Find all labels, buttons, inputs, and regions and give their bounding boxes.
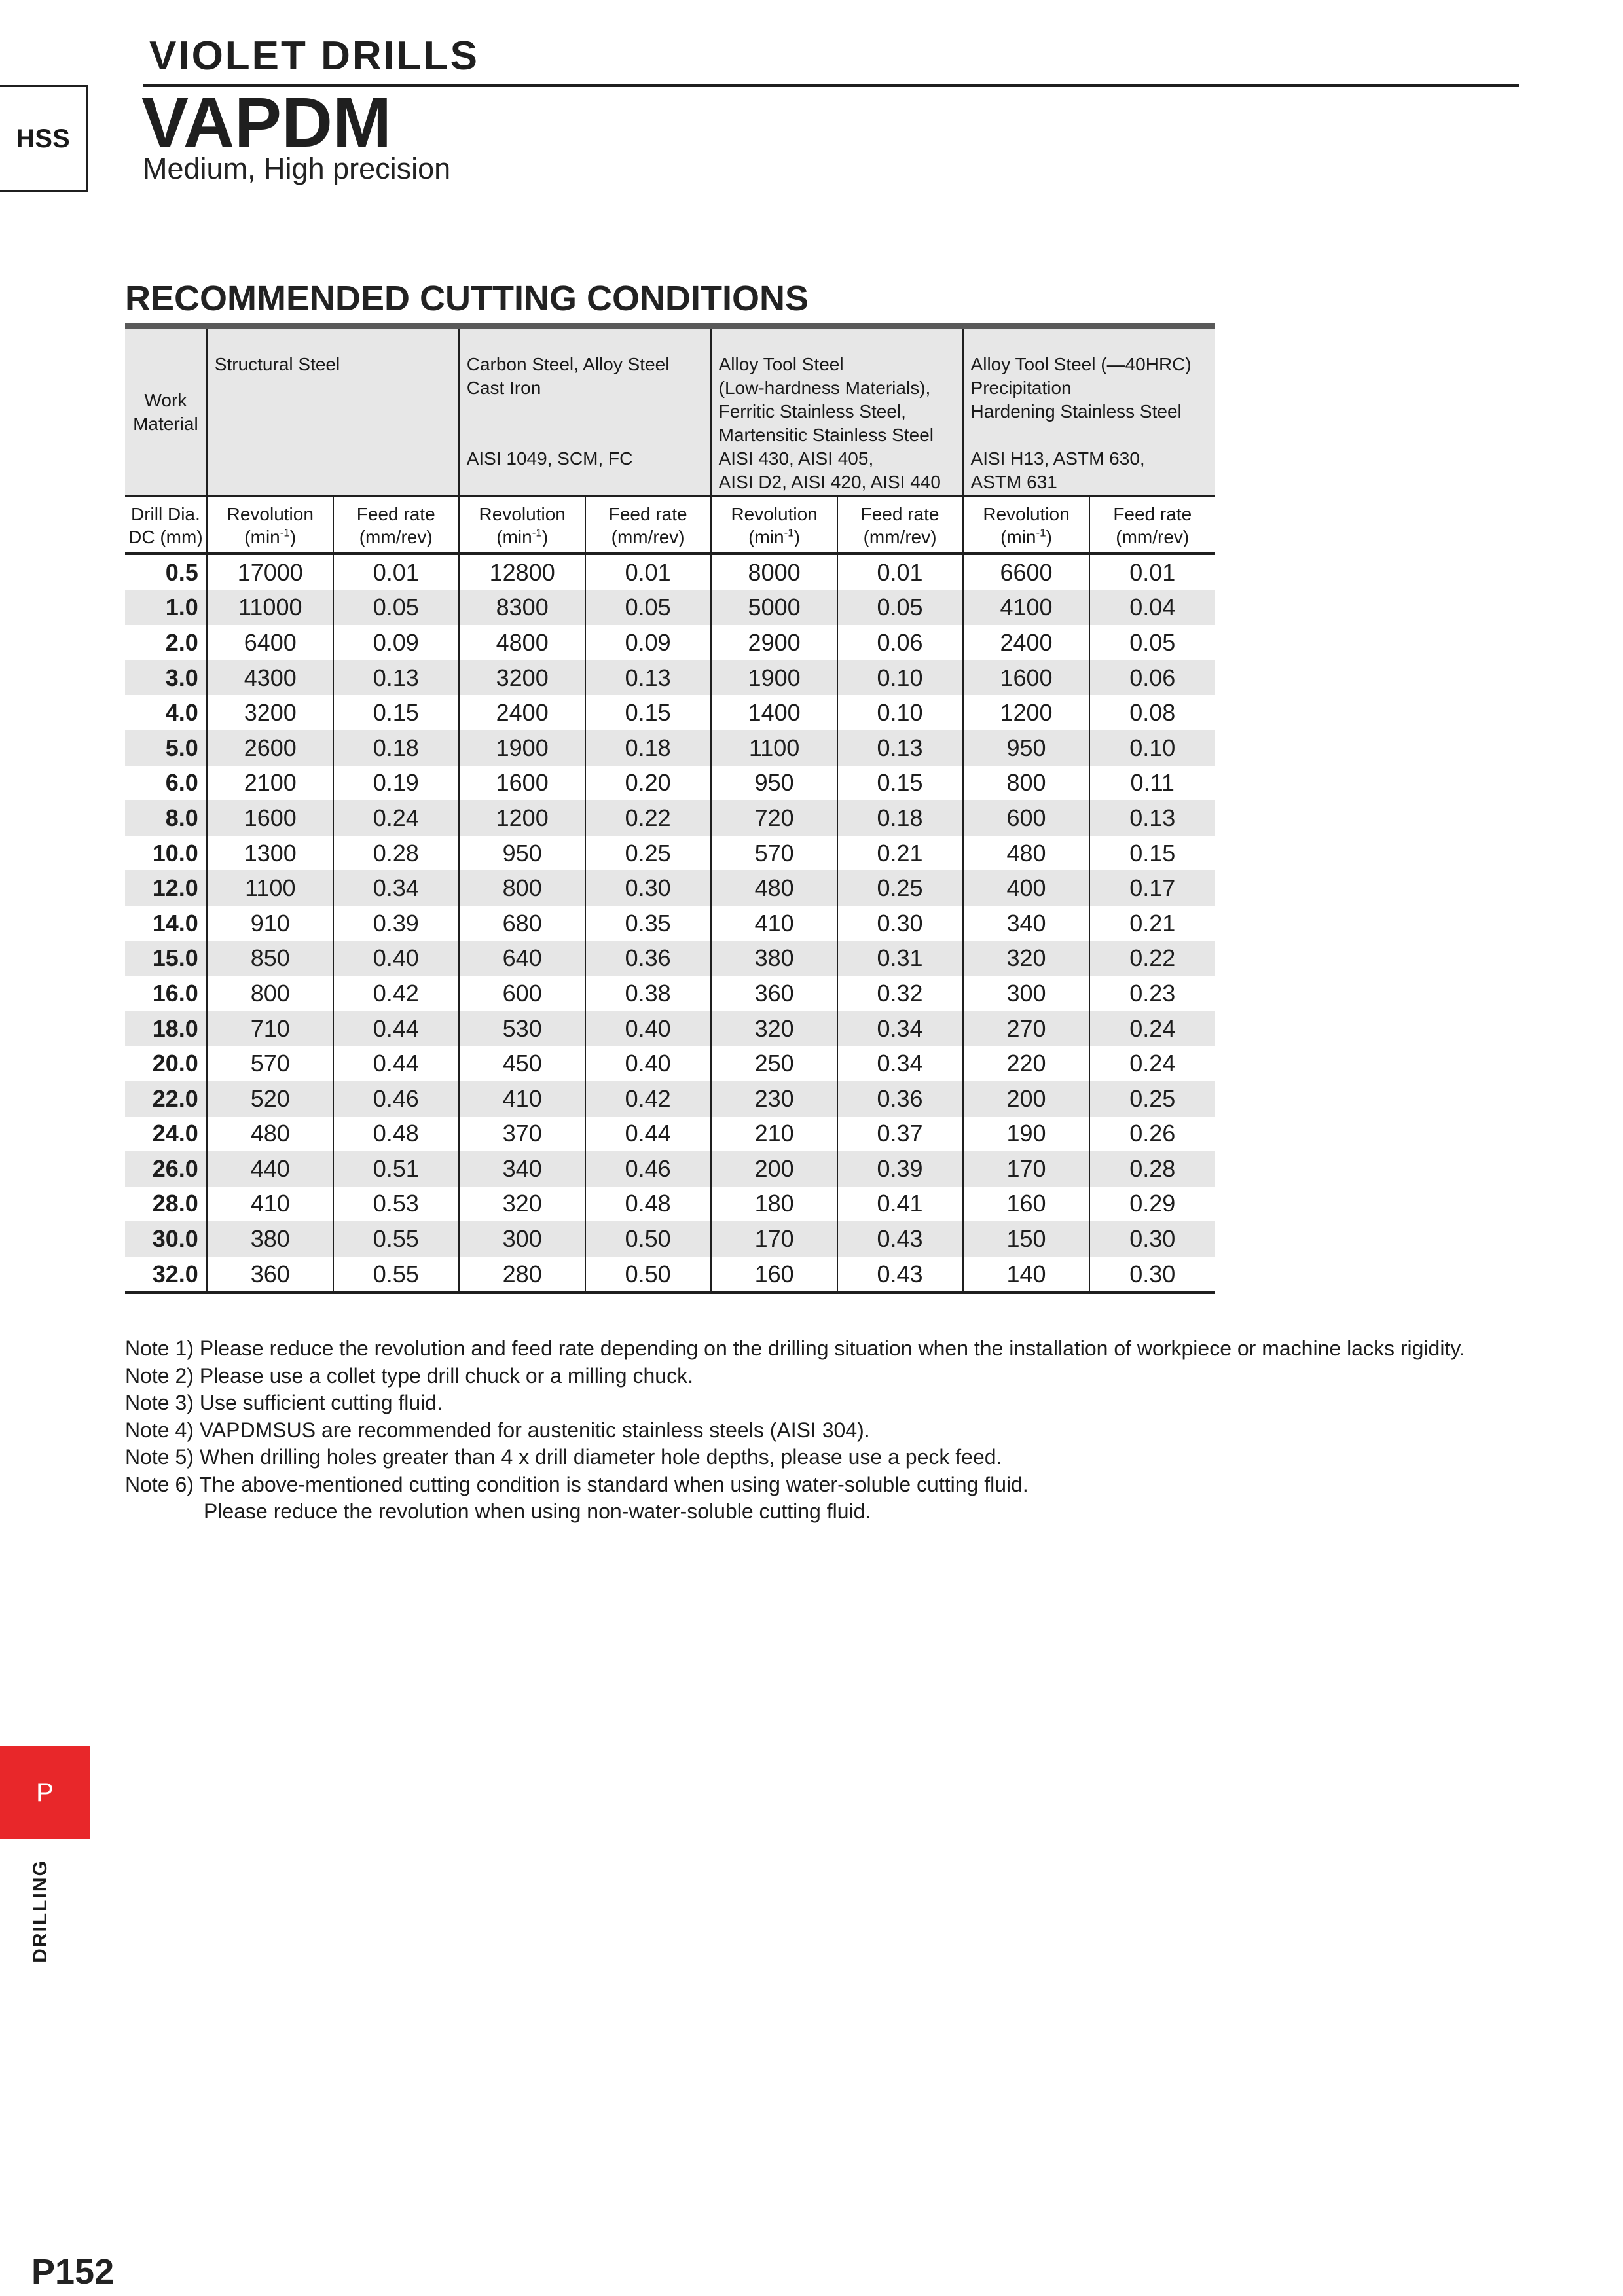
drill-dia-cell: 2.0: [165, 628, 198, 656]
work-material-label: Work Material: [125, 326, 207, 497]
table-row: [125, 941, 1215, 977]
revolution-cell: 380: [207, 1221, 333, 1257]
revolution-cell: 600: [963, 800, 1089, 836]
revolution-cell: 800: [459, 870, 585, 906]
unit-suffix: ): [289, 527, 297, 547]
table-row: [125, 906, 1215, 941]
drill-dia-cell: 0.5: [165, 558, 198, 586]
note-line: Note 3) Use sufficient cutting fluid.: [125, 1391, 443, 1414]
feed-rate-cell: 0.19: [333, 766, 459, 801]
feed-rate-cell: 0.01: [333, 554, 459, 590]
revolution-cell: 170: [711, 1221, 837, 1257]
feed-rate-cell: 0.21: [1089, 906, 1216, 941]
revolution-cell: 1200: [963, 695, 1089, 730]
feed-rate-cell: 0.25: [837, 870, 963, 906]
table-row: [125, 766, 1215, 801]
revolution-cell: 6400: [207, 625, 333, 660]
feed-rate-cell: 0.10: [1089, 730, 1216, 766]
table-row: [125, 1081, 1215, 1117]
revolution-label: Revolution: [479, 504, 566, 524]
table-row: [125, 976, 1215, 1011]
feed-rate-label: Feed rate: [860, 504, 939, 524]
feed-rate-cell: 0.24: [1089, 1046, 1216, 1081]
unit-exponent: -1: [532, 526, 542, 539]
revolution-cell: 180: [711, 1187, 837, 1222]
revolution-cell: 200: [963, 1081, 1089, 1117]
revolution-cell: 8300: [459, 590, 585, 626]
feed-rate-cell: 0.13: [1089, 800, 1216, 836]
revolution-header: [459, 497, 585, 554]
feed-rate-cell: 0.42: [585, 1081, 711, 1117]
drill-dia-header: Drill Dia. DC (mm): [125, 497, 207, 554]
feed-rate-unit: (mm/rev): [1116, 527, 1190, 547]
feed-rate-cell: 0.36: [585, 941, 711, 977]
drill-dia-cell: 6.0: [165, 769, 198, 797]
feed-rate-cell: 0.25: [1089, 1081, 1216, 1117]
revolution-cell: 600: [459, 976, 585, 1011]
feed-rate-cell: 0.30: [837, 906, 963, 941]
revolution-unit: [966, 526, 1087, 548]
revolution-cell: 380: [711, 941, 837, 977]
revolution-cell: 2600: [207, 730, 333, 766]
material-name-line: Martensitic Stainless Steel: [718, 425, 934, 445]
revolution-cell: 3200: [459, 660, 585, 696]
revolution-cell: 200: [711, 1151, 837, 1187]
revolution-cell: 950: [963, 730, 1089, 766]
revolution-cell: 11000: [207, 590, 333, 626]
feed-rate-cell: 0.44: [333, 1046, 459, 1081]
revolution-cell: 570: [207, 1046, 333, 1081]
revolution-cell: 2900: [711, 625, 837, 660]
feed-rate-cell: 0.26: [1089, 1117, 1216, 1152]
revolution-cell: 1600: [459, 766, 585, 801]
page-number: P152: [31, 2252, 115, 2291]
revolution-cell: 370: [459, 1117, 585, 1152]
revolution-cell: 410: [711, 906, 837, 941]
material-spacer: [971, 423, 1209, 447]
unit-prefix: (min: [244, 527, 280, 547]
feed-rate-cell: 0.55: [333, 1221, 459, 1257]
feed-rate-cell: 0.06: [837, 625, 963, 660]
feed-rate-unit: (mm/rev): [359, 527, 433, 547]
material-spacer: [467, 400, 704, 423]
feed-rate-cell: 0.05: [585, 590, 711, 626]
feed-rate-cell: 0.15: [837, 766, 963, 801]
product-name: VAPDM: [141, 82, 392, 162]
revolution-cell: 2400: [459, 695, 585, 730]
unit-exponent: -1: [1036, 526, 1046, 539]
feed-rate-cell: 0.55: [333, 1257, 459, 1293]
revolution-unit: [462, 526, 583, 548]
revolution-unit: [210, 526, 331, 548]
drilling-side-label: DRILLING: [29, 1859, 51, 1963]
material-spacer: [215, 400, 452, 423]
feed-rate-cell: 0.18: [333, 730, 459, 766]
revolution-cell: 160: [963, 1187, 1089, 1222]
table-row: [125, 1187, 1215, 1222]
revolution-cell: 2100: [207, 766, 333, 801]
revolution-cell: 5000: [711, 590, 837, 626]
drill-dia-cell: 18.0: [125, 1011, 207, 1047]
feed-rate-header: [585, 497, 711, 554]
revolution-cell: 300: [459, 1221, 585, 1257]
feed-rate-cell: 0.05: [1089, 625, 1216, 660]
unit-prefix: (min: [496, 527, 532, 547]
drill-dia-cell: 10.0: [152, 839, 198, 867]
revolution-cell: 950: [459, 836, 585, 871]
column-header-row: [125, 497, 1215, 554]
feed-rate-cell: 0.43: [837, 1221, 963, 1257]
note-line: Please reduce the revolution when using non-water-soluble cutting fluid.: [204, 1499, 871, 1523]
feed-rate-cell: 0.30: [1089, 1257, 1216, 1293]
feed-rate-cell: 0.29: [1089, 1187, 1216, 1222]
revolution-cell: 280: [459, 1257, 585, 1293]
feed-rate-cell: 0.21: [837, 836, 963, 871]
revolution-cell: 17000: [207, 554, 333, 590]
revolution-cell: 410: [459, 1081, 585, 1117]
drill-dia-cell: 30.0: [125, 1221, 207, 1257]
revolution-cell: 1600: [963, 660, 1089, 696]
feed-rate-cell: 0.22: [585, 800, 711, 836]
revolution-cell: 360: [711, 976, 837, 1011]
unit-prefix: (min: [748, 527, 784, 547]
revolution-cell: 360: [207, 1257, 333, 1293]
table-row: [125, 1011, 1215, 1047]
revolution-cell: 190: [963, 1117, 1089, 1152]
feed-rate-cell: 0.22: [1089, 941, 1216, 977]
feed-rate-cell: 0.36: [837, 1081, 963, 1117]
feed-rate-header: [837, 497, 963, 554]
cutting-conditions-table: [125, 323, 1215, 1294]
feed-rate-cell: 0.25: [585, 836, 711, 871]
drill-dia-cell: 24.0: [152, 1120, 198, 1147]
drill-dia-cell: 12.0: [125, 870, 207, 906]
revolution-cell: 410: [207, 1187, 333, 1222]
drill-dia-cell: 32.0: [125, 1257, 207, 1293]
revolution-cell: 4300: [207, 660, 333, 696]
table-row: [125, 695, 1215, 730]
feed-rate-cell: 0.30: [1089, 1221, 1216, 1257]
revolution-cell: 1400: [711, 695, 837, 730]
feed-rate-cell: 0.40: [585, 1011, 711, 1047]
revolution-cell: 1100: [207, 870, 333, 906]
drill-dia-cell: 26.0: [125, 1151, 207, 1187]
drill-dia-cell: 5.0: [125, 730, 207, 766]
revolution-cell: 8000: [711, 554, 837, 590]
drill-dia-cell: 22.0: [125, 1081, 207, 1117]
drill-dia-cell: 14.0: [152, 909, 198, 937]
revolution-cell: 450: [459, 1046, 585, 1081]
feed-rate-cell: 0.10: [837, 660, 963, 696]
table-row: [125, 554, 1215, 590]
feed-rate-cell: 0.23: [1089, 976, 1216, 1011]
material-spacer: [467, 423, 704, 447]
revolution-cell: 230: [711, 1081, 837, 1117]
material-name-line: Carbon Steel, Alloy Steel: [466, 354, 670, 374]
material-header: [711, 326, 963, 497]
material-header: [459, 326, 711, 497]
feed-rate-cell: 0.34: [837, 1011, 963, 1047]
table-body: [125, 554, 1215, 1293]
unit-exponent: -1: [784, 526, 794, 539]
hss-side-tab: HSS: [0, 85, 88, 192]
unit-prefix: (min: [1000, 527, 1036, 547]
product-subtitle: Medium, High precision: [143, 152, 451, 185]
material-name-line: Precipitation: [970, 378, 1072, 398]
feed-rate-cell: 0.53: [333, 1187, 459, 1222]
feed-rate-cell: 0.35: [585, 906, 711, 941]
revolution-cell: 480: [963, 836, 1089, 871]
feed-rate-cell: 0.09: [585, 625, 711, 660]
feed-rate-cell: 0.50: [585, 1221, 711, 1257]
revolution-header: [963, 497, 1089, 554]
feed-rate-cell: 0.30: [585, 870, 711, 906]
feed-rate-cell: 0.37: [837, 1117, 963, 1152]
drill-dia-cell: 1.0: [125, 590, 207, 626]
table-row: [125, 590, 1215, 626]
revolution-cell: 270: [963, 1011, 1089, 1047]
note-line: Note 4) VAPDMSUS are recommended for austenitic stainless steels (AISI 304).: [125, 1418, 870, 1442]
revolution-cell: 2400: [963, 625, 1089, 660]
revolution-cell: 220: [963, 1046, 1089, 1081]
feed-rate-cell: 0.40: [585, 1046, 711, 1081]
feed-rate-cell: 0.13: [837, 730, 963, 766]
material-name-line: Alloy Tool Steel: [718, 354, 844, 374]
revolution-cell: 570: [711, 836, 837, 871]
feed-rate-label: Feed rate: [1113, 504, 1192, 524]
table-row: [125, 625, 1215, 660]
drill-dia-cell: 20.0: [152, 1050, 198, 1077]
revolution-cell: 170: [963, 1151, 1089, 1187]
material-spec-line: AISI 430, AISI 405,: [718, 448, 874, 469]
feed-rate-cell: 0.39: [333, 906, 459, 941]
note-line: Note 6) The above-mentioned cutting condition is standard when using water-soluble cutting fluid.: [125, 1472, 1029, 1496]
table-row: [125, 800, 1215, 836]
table-row: [125, 1257, 1215, 1293]
feed-rate-cell: 0.24: [333, 800, 459, 836]
table-row: [125, 870, 1215, 906]
revolution-cell: 340: [963, 906, 1089, 941]
feed-rate-label: Feed rate: [608, 504, 687, 524]
material-spec-line: AISI D2, AISI 420, AISI 440: [718, 472, 941, 492]
revolution-cell: 640: [459, 941, 585, 977]
revolution-header: [207, 497, 333, 554]
feed-rate-cell: 0.15: [1089, 836, 1216, 871]
feed-rate-cell: 0.34: [333, 870, 459, 906]
revolution-cell: 150: [963, 1221, 1089, 1257]
feed-rate-cell: 0.09: [333, 625, 459, 660]
table-row: [125, 836, 1215, 871]
revolution-cell: 1300: [207, 836, 333, 871]
unit-suffix: ): [541, 527, 549, 547]
feed-rate-cell: 0.01: [1089, 554, 1216, 590]
revolution-cell: 4100: [963, 590, 1089, 626]
revolution-cell: 440: [207, 1151, 333, 1187]
revolution-cell: 1100: [711, 730, 837, 766]
feed-rate-cell: 0.51: [333, 1151, 459, 1187]
feed-rate-cell: 0.46: [333, 1081, 459, 1117]
revolution-cell: 1600: [207, 800, 333, 836]
material-name-line: Ferritic Stainless Steel,: [718, 401, 906, 422]
revolution-cell: 680: [459, 906, 585, 941]
drill-dia-cell: 8.0: [125, 800, 207, 836]
category-title: VIOLET DRILLS: [149, 33, 479, 79]
feed-rate-cell: 0.48: [333, 1117, 459, 1152]
revolution-cell: 800: [207, 976, 333, 1011]
revolution-label: Revolution: [983, 504, 1070, 524]
feed-rate-unit: (mm/rev): [611, 527, 685, 547]
material-spacer: [215, 376, 452, 400]
material-spacer: [215, 423, 452, 447]
feed-rate-cell: 0.50: [585, 1257, 711, 1293]
feed-rate-unit: (mm/rev): [863, 527, 937, 547]
table-row: [125, 660, 1215, 696]
feed-rate-label: Feed rate: [356, 504, 435, 524]
revolution-cell: 320: [459, 1187, 585, 1222]
feed-rate-cell: 0.28: [333, 836, 459, 871]
material-name-line: Cast Iron: [466, 378, 541, 398]
material-header: [963, 326, 1215, 497]
feed-rate-header: [1089, 497, 1216, 554]
revolution-cell: 710: [207, 1011, 333, 1047]
unit-suffix: ): [793, 527, 801, 547]
table-row: [125, 1046, 1215, 1081]
table-row: [125, 1117, 1215, 1152]
feed-rate-cell: 0.01: [837, 554, 963, 590]
feed-rate-cell: 0.28: [1089, 1151, 1216, 1187]
feed-rate-cell: 0.08: [1089, 695, 1216, 730]
revolution-cell: 530: [459, 1011, 585, 1047]
revolution-cell: 1900: [711, 660, 837, 696]
revolution-cell: 4800: [459, 625, 585, 660]
note-line: Note 1) Please reduce the revolution and feed rate depending on the drilling situation when the installation of workpiece or machine lacks rigidity.: [125, 1336, 1465, 1360]
feed-rate-header: [333, 497, 459, 554]
revolution-cell: 300: [963, 976, 1089, 1011]
drill-dia-cell: 3.0: [125, 660, 207, 696]
unit-suffix: ): [1046, 527, 1052, 547]
revolution-cell: 1200: [459, 800, 585, 836]
material-header-row: [125, 326, 1215, 497]
feed-rate-cell: 0.18: [585, 730, 711, 766]
revolution-cell: 520: [207, 1081, 333, 1117]
feed-rate-cell: 0.13: [333, 660, 459, 696]
feed-rate-cell: 0.41: [837, 1187, 963, 1222]
revolution-cell: 850: [207, 941, 333, 977]
revolution-cell: 800: [963, 766, 1089, 801]
revolution-label: Revolution: [227, 504, 314, 524]
revolution-cell: 400: [963, 870, 1089, 906]
table-row: [125, 730, 1215, 766]
revolution-cell: 910: [207, 906, 333, 941]
revolution-cell: 480: [711, 870, 837, 906]
feed-rate-cell: 0.48: [585, 1187, 711, 1222]
revolution-cell: 250: [711, 1046, 837, 1081]
feed-rate-cell: 0.13: [585, 660, 711, 696]
material-name-line: (Low-hardness Materials),: [718, 378, 931, 398]
feed-rate-cell: 0.24: [1089, 1011, 1216, 1047]
feed-rate-cell: 0.43: [837, 1257, 963, 1293]
feed-rate-cell: 0.39: [837, 1151, 963, 1187]
feed-rate-cell: 0.05: [333, 590, 459, 626]
material-spec-line: AISI 1049, SCM, FC: [466, 448, 633, 469]
note-line: Note 5) When drilling holes greater than 4 x drill diameter hole depths, please use a peck feed.: [125, 1445, 1002, 1469]
section-p-tab: P: [0, 1746, 90, 1839]
material-header: [207, 326, 459, 497]
feed-rate-cell: 0.44: [333, 1011, 459, 1047]
feed-rate-cell: 0.40: [333, 941, 459, 977]
feed-rate-cell: 0.38: [585, 976, 711, 1011]
revolution-cell: 210: [711, 1117, 837, 1152]
revolution-cell: 720: [711, 800, 837, 836]
revolution-cell: 12800: [459, 554, 585, 590]
revolution-cell: 320: [711, 1011, 837, 1047]
table-row: [125, 1151, 1215, 1187]
feed-rate-cell: 0.44: [585, 1117, 711, 1152]
feed-rate-cell: 0.10: [837, 695, 963, 730]
revolution-cell: 160: [711, 1257, 837, 1293]
feed-rate-cell: 0.15: [333, 695, 459, 730]
feed-rate-cell: 0.20: [585, 766, 711, 801]
drill-dia-cell: 28.0: [152, 1190, 198, 1217]
note-line: Note 2) Please use a collet type drill chuck or a milling chuck.: [125, 1363, 693, 1388]
unit-exponent: -1: [280, 526, 290, 539]
feed-rate-cell: 0.42: [333, 976, 459, 1011]
feed-rate-cell: 0.18: [837, 800, 963, 836]
revolution-unit: [714, 526, 835, 548]
section-title: RECOMMENDED CUTTING CONDITIONS: [125, 279, 809, 318]
feed-rate-cell: 0.34: [837, 1046, 963, 1081]
feed-rate-cell: 0.11: [1089, 766, 1216, 801]
feed-rate-cell: 0.04: [1089, 590, 1216, 626]
material-spec-line: AISI H13, ASTM 630,: [970, 448, 1145, 469]
revolution-cell: 320: [963, 941, 1089, 977]
feed-rate-cell: 0.01: [585, 554, 711, 590]
feed-rate-cell: 0.17: [1089, 870, 1216, 906]
revolution-cell: 340: [459, 1151, 585, 1187]
drill-dia-cell: 15.0: [125, 941, 207, 977]
drill-dia-cell: 16.0: [152, 979, 198, 1007]
revolution-cell: 3200: [207, 695, 333, 730]
feed-rate-cell: 0.31: [837, 941, 963, 977]
revolution-cell: 950: [711, 766, 837, 801]
feed-rate-cell: 0.15: [585, 695, 711, 730]
material-name-line: Hardening Stainless Steel: [970, 401, 1182, 422]
material-name-line: Structural Steel: [214, 354, 340, 374]
revolution-cell: 140: [963, 1257, 1089, 1293]
drill-dia-cell: 4.0: [165, 699, 198, 726]
revolution-label: Revolution: [731, 504, 818, 524]
revolution-header: [711, 497, 837, 554]
revolution-cell: 6600: [963, 554, 1089, 590]
material-name-line: Alloy Tool Steel (—40HRC): [970, 354, 1192, 374]
material-spec-line: ASTM 631: [970, 472, 1057, 492]
table-row: [125, 1221, 1215, 1257]
feed-rate-cell: 0.05: [837, 590, 963, 626]
feed-rate-cell: 0.46: [585, 1151, 711, 1187]
feed-rate-cell: 0.06: [1089, 660, 1216, 696]
revolution-cell: 1900: [459, 730, 585, 766]
revolution-cell: 480: [207, 1117, 333, 1152]
feed-rate-cell: 0.32: [837, 976, 963, 1011]
notes-list: [125, 1335, 1465, 1526]
